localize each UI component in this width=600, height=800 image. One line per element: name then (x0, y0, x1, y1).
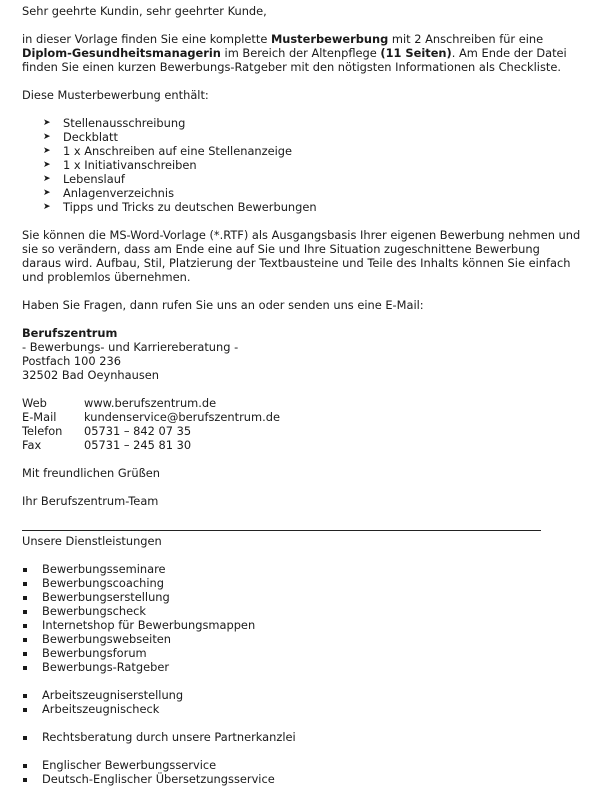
arrow-bullet-icon: ➤ (43, 188, 51, 198)
company-tagline: - Bewerbungs- und Karriereberatung - (22, 340, 239, 354)
square-bullet-icon (22, 576, 42, 590)
square-bullet-icon (22, 562, 42, 576)
list-spacer (22, 674, 582, 688)
contact-label: Telefon (22, 424, 63, 438)
services-heading: Unsere Dienstleistungen (22, 534, 162, 548)
list-item (43, 116, 582, 130)
list-item: Internetshop für Bewerbungsmappen (22, 618, 582, 632)
contact-label: Fax (22, 438, 42, 452)
list-item (43, 172, 582, 186)
company-name: Berufszentrum (22, 326, 118, 340)
list-item-label: Deckblatt (63, 130, 118, 144)
arrow-bullet-icon: ➤ (43, 146, 51, 156)
list-item: Bewerbungsforum (22, 646, 582, 660)
square-bullet-icon (22, 590, 42, 604)
phone-value: 05731 – 842 07 35 (84, 424, 192, 438)
list-item: Bewerbungscoaching (22, 576, 582, 590)
square-bullet-icon (22, 772, 42, 786)
email-link[interactable]: kundenservice@berufszentrum.de (84, 410, 280, 424)
intro-bold-pages: (11 Seiten) (380, 46, 452, 60)
list-item: Bewerbungsseminare (22, 562, 582, 576)
contact-label: Web (22, 396, 47, 410)
square-bullet-icon (22, 646, 42, 660)
intro-paragraph (22, 32, 582, 74)
list-item (43, 200, 582, 214)
arrow-bullet-icon: ➤ (43, 202, 51, 212)
square-bullet-icon (22, 758, 42, 772)
list-item: Deutsch-Englischer Übersetzungsservice (22, 772, 582, 786)
intro-text-4: . Am Ende der Datei finden Sie einen kurzen Bewerbungs-Ratgeber mit den nötigsten Informationen als Checkliste. (22, 46, 567, 74)
arrow-bullet-icon: ➤ (43, 118, 51, 128)
contact-row-phone (22, 424, 582, 438)
arrow-bullet-icon: ➤ (43, 132, 51, 142)
services-list (22, 562, 582, 786)
square-bullet-icon (22, 604, 42, 618)
list-item (43, 158, 582, 172)
list-item: Rechtsberatung durch unsere Partnerkanzlei (22, 730, 582, 744)
list-spacer (22, 716, 582, 730)
list-item-label: Lebenslauf (63, 172, 125, 186)
postbox: Postfach 100 236 (22, 354, 122, 368)
square-bullet-icon (22, 688, 42, 702)
intro-text-1: in dieser Vorlage finden Sie eine komplette (22, 32, 271, 46)
contact-row-email (22, 410, 582, 424)
closing: Mit freundlichen Grüßen (22, 466, 160, 480)
list-item-label: 1 x Anschreiben auf eine Stellenanzeige (63, 144, 293, 158)
list-item: Englischer Bewerbungsservice (22, 758, 582, 772)
contact-row-web (22, 396, 582, 410)
intro-text-3: im Bereich der Altenpflege (220, 46, 381, 60)
divider (22, 530, 541, 531)
square-bullet-icon (22, 618, 42, 632)
contact-label: E-Mail (22, 410, 57, 424)
contact-table (22, 396, 582, 452)
list-item (43, 144, 582, 158)
intro-bold-musterbewerbung: Musterbewerbung (270, 32, 389, 46)
city: 32502 Bad Oeynhausen (22, 368, 160, 382)
intro-bold-position: Diplom-Gesundheitsmanagerin (22, 46, 221, 60)
questions-line: Haben Sie Fragen, dann rufen Sie uns an oder senden uns eine E-Mail: (22, 298, 424, 312)
fax-value: 05731 – 245 81 30 (84, 438, 192, 452)
list-spacer (22, 744, 582, 758)
square-bullet-icon (22, 730, 42, 744)
signature: Ihr Berufszentrum-Team (22, 494, 159, 508)
list-item: Bewerbungs-Ratgeber (22, 660, 582, 674)
contact-row-fax (22, 438, 582, 452)
contents-list (22, 116, 582, 214)
list-item (43, 186, 582, 200)
list-item: Arbeitszeugniserstellung (22, 688, 582, 702)
intro-text-2: mit 2 Anschreiben für eine (388, 32, 544, 46)
square-bullet-icon (22, 632, 42, 646)
list-item: Bewerbungserstellung (22, 590, 582, 604)
list-item: Arbeitszeugnischeck (22, 702, 582, 716)
rtf-paragraph: Sie können die MS-Word-Vorlage (*.RTF) als Ausgangsbasis Ihrer eigenen Bewerbung nehmen und sie so verändern, dass am Ende eine auf Sie und Ihre Situation zugeschnittene Bewerbung daraus wird. Aufbau, Stil, Platzierung der Textbausteine und Teile des Inhalts können Sie einfach und problemlos übernehmen. (22, 228, 581, 284)
list-item: Bewerbungswebseiten (22, 632, 582, 646)
website-link[interactable]: www.berufszentrum.de (84, 396, 217, 410)
contents-heading: Diese Musterbewerbung enthält: (22, 88, 209, 102)
square-bullet-icon (22, 660, 42, 674)
list-item-label: Tipps und Tricks zu deutschen Bewerbungen (63, 200, 317, 214)
salutation: Sehr geehrte Kundin, sehr geehrter Kunde, (22, 4, 267, 18)
list-item-label: Anlagenverzeichnis (63, 186, 174, 200)
square-bullet-icon (22, 702, 42, 716)
list-item (43, 130, 582, 144)
list-item: Bewerbungscheck (22, 604, 582, 618)
arrow-bullet-icon: ➤ (43, 174, 51, 184)
list-item-label: 1 x Initiativanschreiben (63, 158, 197, 172)
list-item-label: Stellenausschreibung (63, 116, 186, 130)
arrow-bullet-icon: ➤ (43, 160, 51, 170)
document-page (22, 4, 582, 786)
